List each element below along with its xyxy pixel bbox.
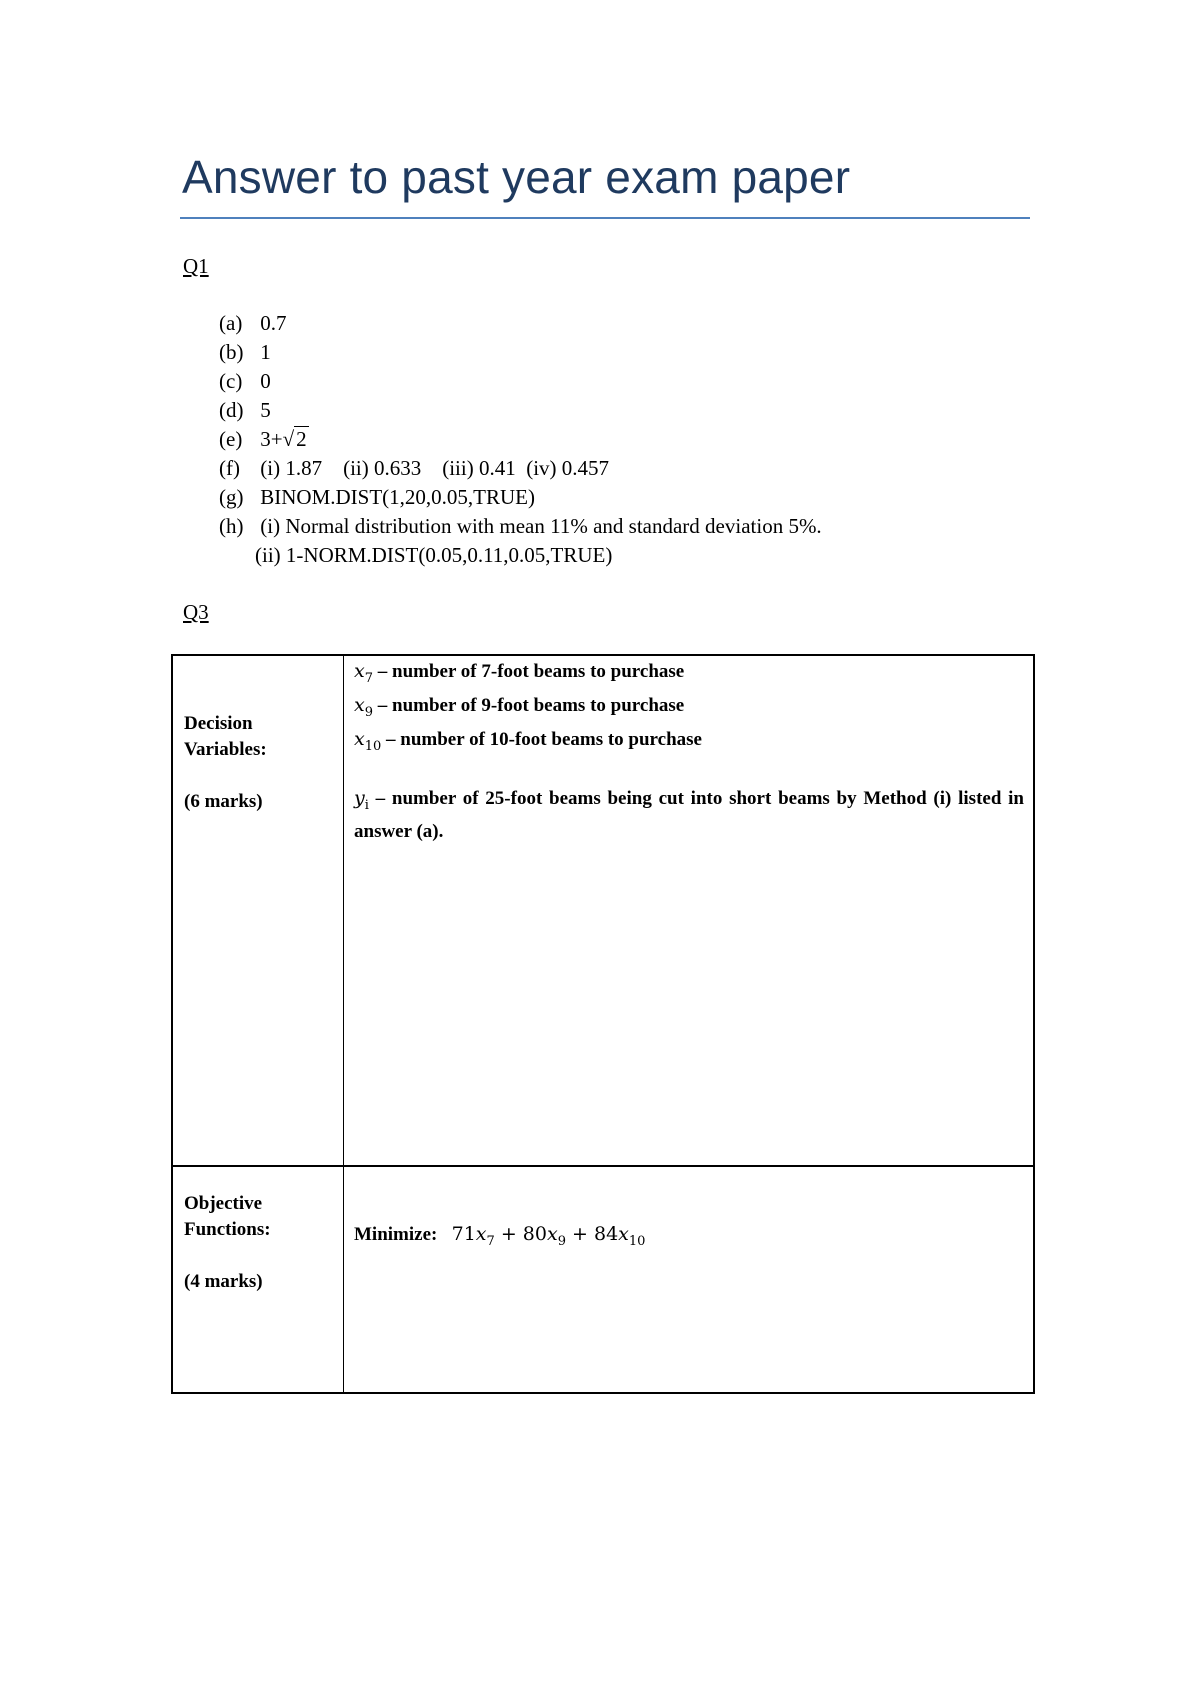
q1-heading: Q1 bbox=[183, 254, 209, 278]
answer-h-i: (h) (i) Normal distribution with mean 11% and standard deviation 5%. bbox=[219, 514, 822, 538]
decision-marks: (6 marks) bbox=[184, 791, 263, 812]
objective-function-label: Objective Functions: (4 marks) bbox=[184, 1191, 271, 1295]
table-column-divider bbox=[343, 656, 344, 1392]
answer-a: (a) 0.7 bbox=[219, 311, 287, 335]
answer-c: (c) 0 bbox=[219, 369, 271, 393]
answer-g: (g) BINOM.DIST(1,20,0.05,TRUE) bbox=[219, 485, 535, 509]
answer-f: (f) (i) 1.87 (ii) 0.633 (iii) 0.41 (iv) 0.457 bbox=[219, 456, 610, 480]
var-x9: $x_9$ – number of 9-foot beams to purchase bbox=[354, 693, 685, 720]
objective-expression: $71x_7 + 80x_9 + 84x_{10}$ bbox=[451, 1223, 646, 1249]
decision-variables-label: Decision Variables: (6 marks) bbox=[184, 711, 267, 815]
page-title: Answer to past year exam paper bbox=[182, 151, 851, 203]
q3-answer-table bbox=[171, 654, 1035, 1394]
answer-e: (e) 3+√2 bbox=[219, 425, 822, 454]
sqrt-symbol: √ bbox=[282, 427, 295, 451]
q1-answer-list bbox=[219, 309, 822, 570]
answer-b: (b) 1 bbox=[219, 340, 271, 364]
var-x10: $x_{10}$ – number of 10-foot beams to purchase bbox=[354, 727, 702, 754]
answer-h-ii: (ii) 1-NORM.DIST(0.05,0.11,0.05,TRUE) bbox=[255, 543, 613, 567]
radicand: 2 bbox=[296, 427, 307, 451]
table-row-divider bbox=[173, 1165, 1033, 1167]
sqrt-expression bbox=[283, 425, 309, 454]
answer-d: (d) 5 bbox=[219, 398, 271, 422]
minimize-prefix: Minimize: bbox=[354, 1224, 438, 1245]
title-underline bbox=[180, 217, 1030, 219]
q3-heading: Q3 bbox=[183, 600, 209, 624]
objective-marks: (4 marks) bbox=[184, 1271, 263, 1292]
var-x7: $x_7$ – number of 7-foot beams to purchase bbox=[354, 660, 685, 686]
objective-function-content bbox=[354, 1221, 1024, 1255]
decision-variables-content bbox=[354, 658, 1024, 845]
var-yi: $y_i$ – number of 25-foot beams being cut into short beams by Method (i) listed in answer (a). bbox=[354, 787, 1024, 843]
